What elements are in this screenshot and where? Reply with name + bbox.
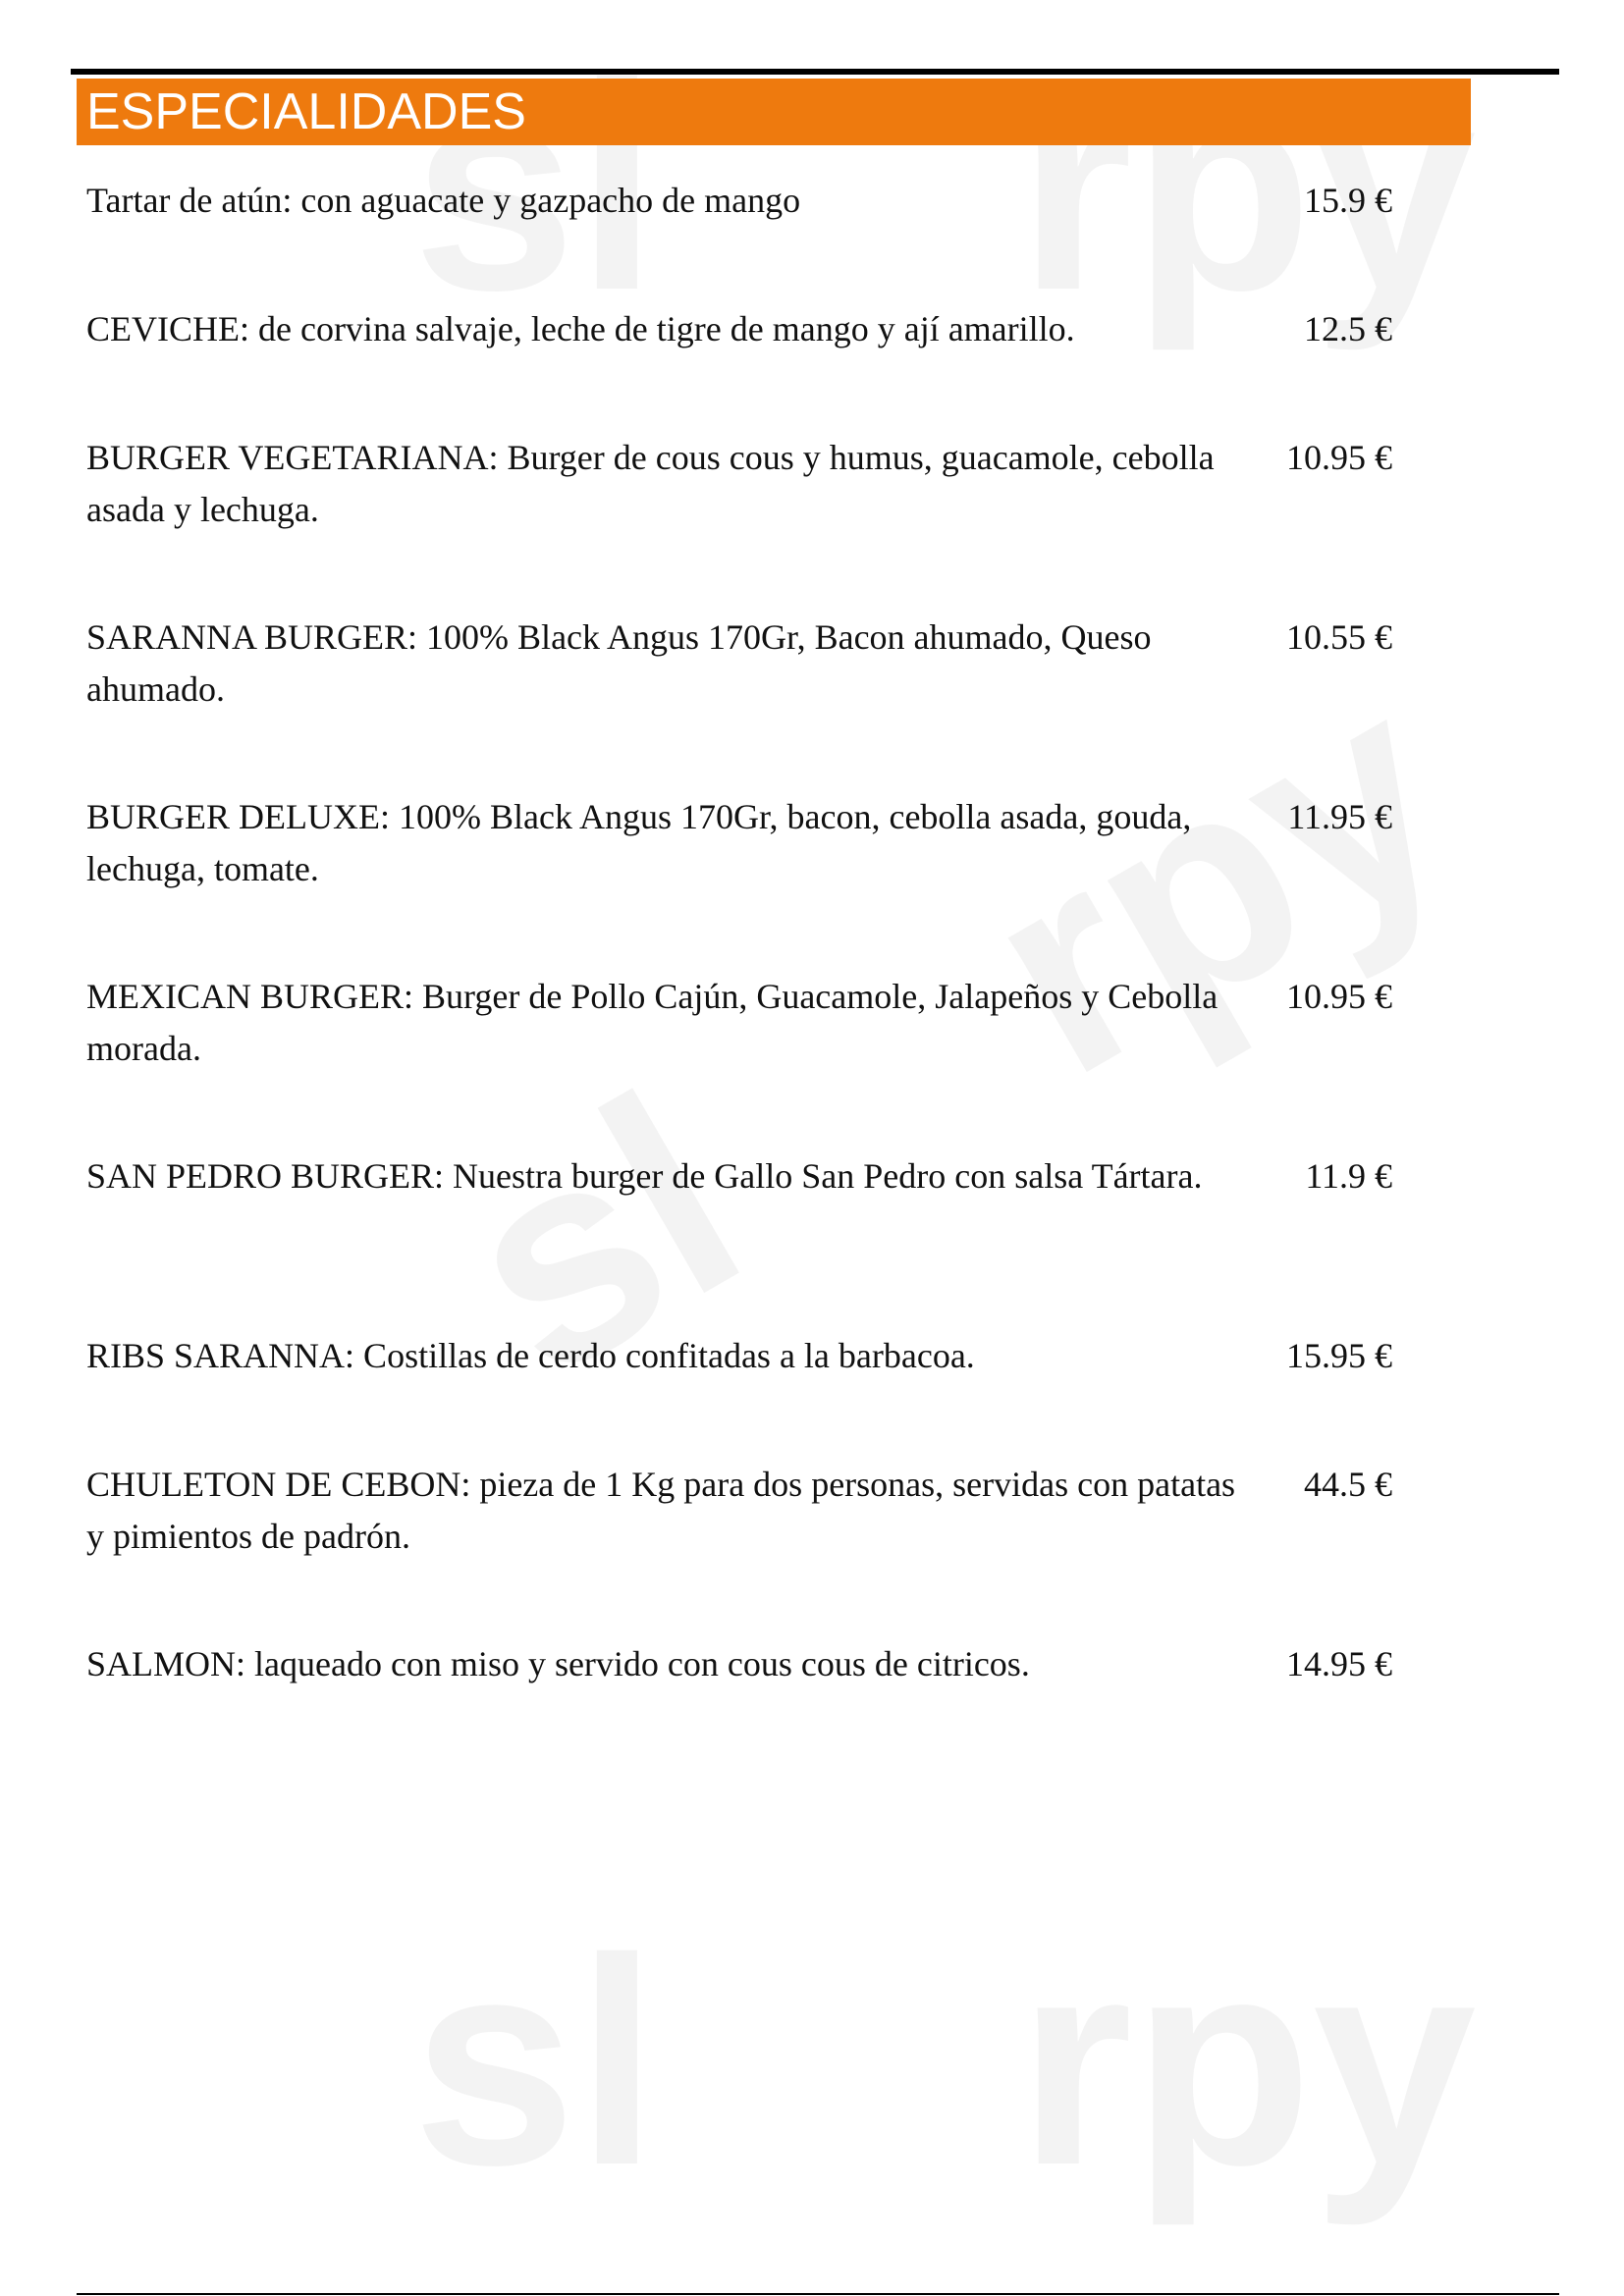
section-header bbox=[77, 79, 1471, 145]
menu-item bbox=[86, 1330, 1392, 1459]
menu-item bbox=[86, 612, 1392, 791]
item-price: 44.5 € bbox=[1304, 1465, 1392, 1504]
item-description: SARANNA BURGER: 100% Black Angus 170Gr, Bacon ahumado, Queso ahumado. bbox=[86, 617, 1152, 709]
menu-item bbox=[86, 1638, 1392, 1767]
item-description: BURGER DELUXE: 100% Black Angus 170Gr, bacon, cebolla asada, gouda, lechuga, tomate. bbox=[86, 797, 1192, 888]
item-description: SALMON: laqueado con miso y servido con cous cous de citricos. bbox=[86, 1644, 1030, 1683]
menu-item bbox=[86, 1150, 1392, 1330]
menu-item bbox=[86, 1459, 1392, 1638]
section-title: ESPECIALIDADES bbox=[86, 83, 526, 140]
bottom-rule bbox=[77, 2293, 1559, 2295]
item-description: MEXICAN BURGER: Burger de Pollo Cajún, Guacamole, Jalapeños y Cebolla morada. bbox=[86, 977, 1218, 1068]
item-price: 11.95 € bbox=[1287, 797, 1392, 836]
item-description: CEVICHE: de corvina salvaje, leche de tigre de mango y ají amarillo. bbox=[86, 309, 1075, 348]
item-price: 10.95 € bbox=[1286, 438, 1392, 477]
item-price: 15.95 € bbox=[1286, 1336, 1392, 1375]
item-price: 12.5 € bbox=[1304, 309, 1392, 348]
item-price: 10.55 € bbox=[1286, 617, 1392, 657]
item-price: 10.95 € bbox=[1286, 977, 1392, 1016]
item-price: 15.9 € bbox=[1304, 181, 1392, 220]
item-price: 14.95 € bbox=[1286, 1644, 1392, 1683]
item-description: RIBS SARANNA: Costillas de cerdo confitadas a la barbacoa. bbox=[86, 1336, 975, 1375]
menu-item bbox=[86, 175, 1392, 303]
item-price: 11.9 € bbox=[1305, 1156, 1392, 1196]
top-rule bbox=[71, 69, 1559, 75]
item-description: CHULETON DE CEBON: pieza de 1 Kg para dos personas, servidas con patatas y pimientos de padrón. bbox=[86, 1465, 1236, 1556]
menu-item bbox=[86, 791, 1392, 971]
item-description: BURGER VEGETARIANA: Burger de cous cous y humus, guacamole, cebolla asada y lechuga. bbox=[86, 438, 1215, 529]
menu-item bbox=[86, 303, 1392, 432]
menu-list bbox=[86, 175, 1392, 1767]
item-description: Tartar de atún: con aguacate y gazpacho de mango bbox=[86, 181, 801, 220]
item-description: SAN PEDRO BURGER: Nuestra burger de Gallo San Pedro con salsa Tártara. bbox=[86, 1156, 1203, 1196]
menu-item bbox=[86, 432, 1392, 612]
watermark-logo bbox=[412, 1914, 1477, 2209]
menu-item bbox=[86, 971, 1392, 1150]
